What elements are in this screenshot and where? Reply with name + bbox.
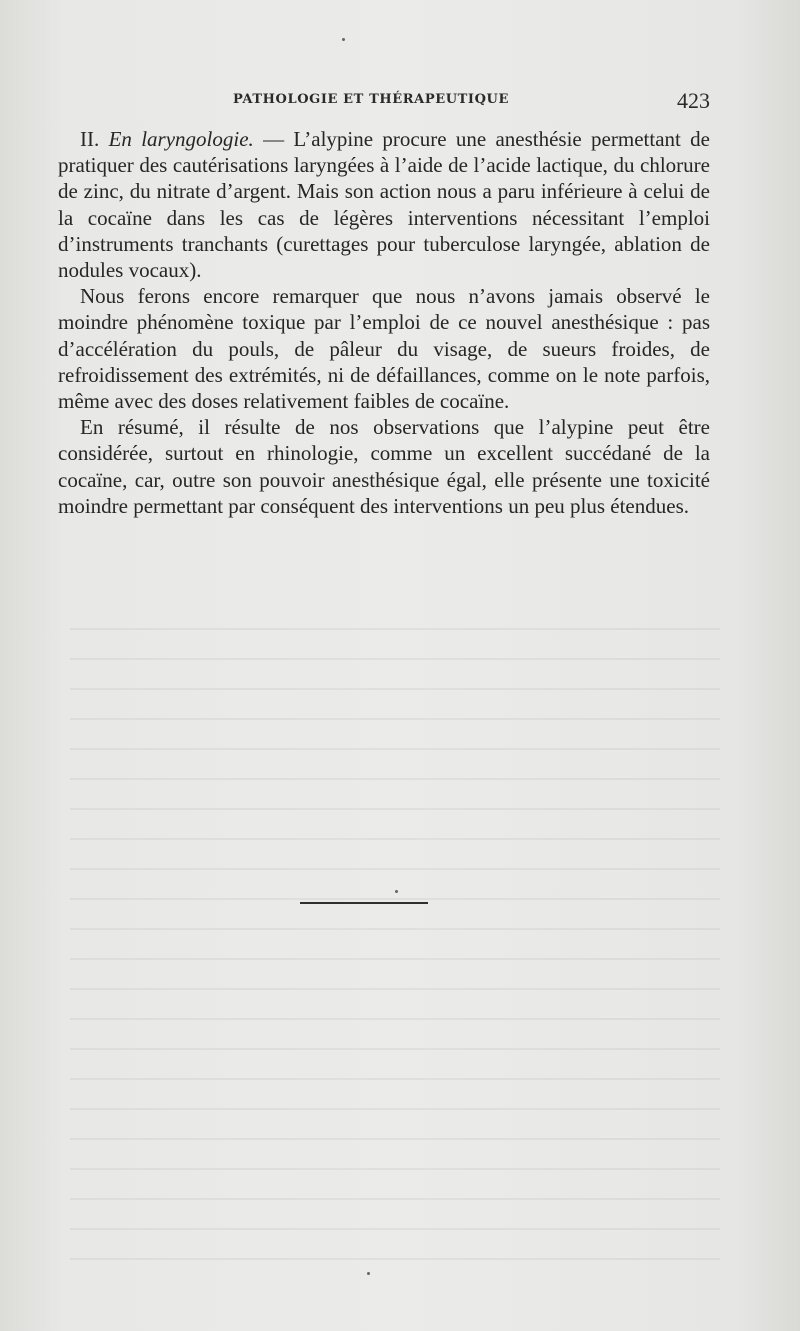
- main-text: [58, 126, 710, 519]
- section-end-rule: [300, 902, 428, 904]
- paper-speck: [367, 1272, 370, 1275]
- paragraph-summary: En résumé, il résulte de nos observations que l’alypine peut être considérée, surtout en rhinologie, comme un excellent succédané de la cocaïne, car, outre son pouvoir anesthésique égal, elle présente une toxicité moindre permettant par conséquent des interventions un peu plus étendues.: [58, 415, 710, 518]
- section-title: En laryngologie.: [108, 127, 254, 151]
- bleed-through-texture: [70, 610, 720, 1260]
- paper-speck: [342, 38, 345, 41]
- paragraph-laryngologie: [58, 126, 710, 283]
- paper-speck: [395, 890, 398, 893]
- paragraph-toxicity: Nous ferons encore remarquer que nous n’avons jamais observé le moindre phénomène toxique par l’emploi de ce nouvel anesthésique : pas d’accélération du pouls, de pâleur du visage, de sueurs froides, de refroidissement des extrémités, ni de défaillances, comme on le note parfois, même avec des doses relativement faibles de cocaïne.: [58, 284, 710, 414]
- paragraph-1-text: — L’alypine procure une anesthésie permettant de pratiquer des cautérisations laryngées à l’aide de l’acide lactique, du chlorure de zinc, du nitrate d’argent. Mais son action nous a paru inférieure à celui de la cocaïne dans les cas de légères interventions nécessitant l’emploi d’instruments tranchants (curettages pour tuberculose laryngée, ablation de nodules vocaux).: [58, 127, 710, 283]
- section-number: II.: [80, 127, 100, 151]
- page-number: 423: [677, 88, 710, 113]
- page-header: [58, 88, 710, 112]
- running-head: PATHOLOGIE ET THÉRAPEUTIQUE: [233, 92, 509, 107]
